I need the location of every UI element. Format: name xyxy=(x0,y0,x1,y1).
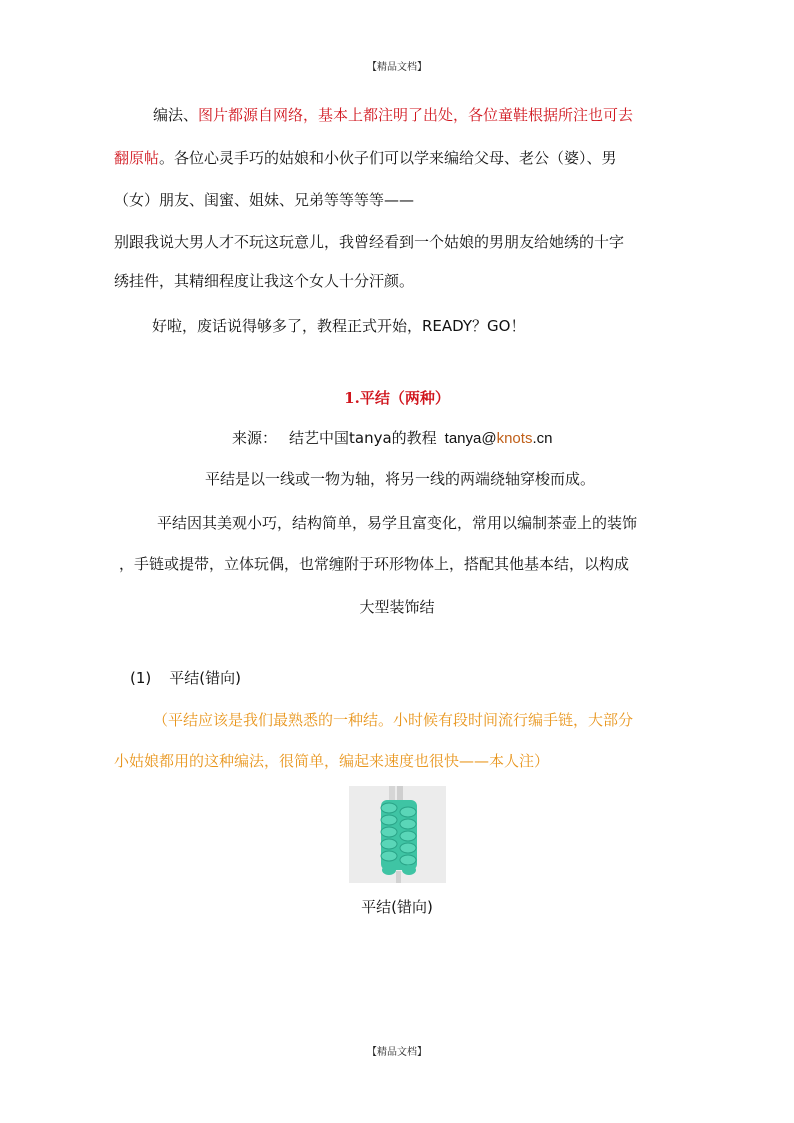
email-domain: knots xyxy=(496,430,533,447)
knot-photo xyxy=(349,786,446,883)
source-line xyxy=(232,428,552,449)
source-label: 来源： xyxy=(232,429,278,447)
intro-line-2 xyxy=(114,148,617,168)
desc-line-1: 平结因其美观小巧，结构简单，易学且富变化，常用以编制茶壶上的装饰 xyxy=(157,514,638,532)
desc-line-3: 大型装饰结 xyxy=(359,598,435,616)
intro-highlight: 翻原帖 xyxy=(114,149,160,167)
intro-line-4: 别跟我说大男人才不玩这玩意儿，我曾经看到一个姑娘的男朋友给她绣的十字 xyxy=(114,233,625,251)
intro-text: 编法、 xyxy=(153,106,199,124)
image-caption: 平结(错向) xyxy=(361,898,433,916)
page-footer: 【精品文档】 xyxy=(367,1047,427,1058)
intro-line-1 xyxy=(153,105,633,125)
note-line-2: 小姑娘都用的这种编法，很简单，编起来速度也很快——本人注） xyxy=(114,752,550,770)
intro-highlight: 图片都源自网络，基本上都注明了出处，各位童鞋根据所注也可去 xyxy=(198,106,634,124)
intro-line-3: （女）朋友、闺蜜、姐妹、兄弟等等等等—— xyxy=(114,191,415,209)
section-title: 1.平结（两种） xyxy=(344,389,450,407)
knot-illustration xyxy=(349,786,446,883)
source-email[interactable] xyxy=(445,430,553,447)
definition-text: 平结是以一线或一物为轴，将另一线的两端绕轴穿梭而成。 xyxy=(205,470,596,488)
subsection-number: (1) xyxy=(130,669,152,687)
subsection-title: 平结(错向) xyxy=(169,669,241,687)
note-line-1: （平结应该是我们最熟悉的一种结。小时候有段时间流行编手链，大部分 xyxy=(153,711,634,729)
page-header: 【精品文档】 xyxy=(367,62,427,73)
intro-text: 。各位心灵手巧的姑娘和小伙子们可以学来编给父母、老公（婆）、男 xyxy=(159,149,617,167)
source-text: 结艺中国tanya的教程 xyxy=(289,429,437,447)
intro-line-6: 好啦，废话说得够多了，教程正式开始，READY？GO！ xyxy=(152,317,526,335)
intro-line-5: 绣挂件，其精细程度让我这个女人十分汗颜。 xyxy=(114,272,415,290)
desc-line-2: ，手链或提带，立体玩偶，也常缠附于环形物体上，搭配其他基本结，以构成 xyxy=(119,555,630,573)
subsection-heading xyxy=(130,668,241,688)
email-user: tanya@ xyxy=(444,430,497,447)
email-tld: .cn xyxy=(532,430,553,447)
